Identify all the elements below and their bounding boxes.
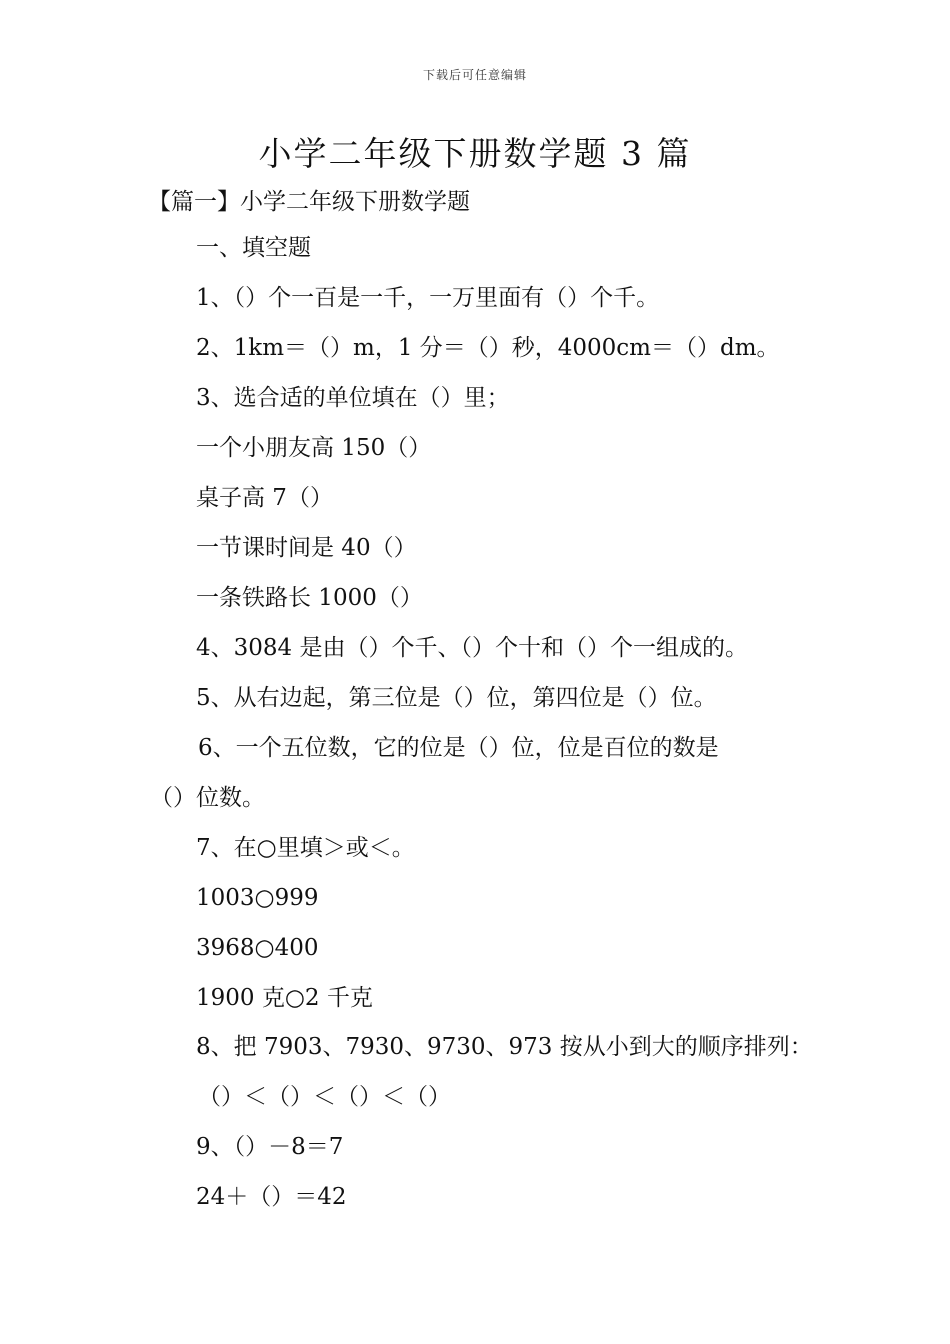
question-7-item-3: 1900 克○2 千克 [196, 985, 373, 1011]
question-9-item-2: 24＋（）＝42 [196, 1184, 347, 1210]
question-8-answer: （）＜（）＜（）＜（） [198, 1084, 451, 1110]
question-8: 8、把 7903、7930、9730、973 按从小到大的顺序排列： [196, 1034, 813, 1060]
question-7-item-2: 3968○400 [196, 935, 319, 961]
question-1: 1、（）个一百是一千，一万里面有（）个千。 [196, 285, 660, 311]
heading-fill-blank: 一、填空题 [196, 235, 311, 261]
question-6: 6、一个五位数，它的位是（）位，位是百位的数是 [198, 735, 719, 761]
question-7: 7、在○里填＞或＜。 [196, 835, 415, 861]
question-6-continued: （）位数。 [150, 785, 265, 811]
question-4: 4、3084 是由（）个千、（）个十和（）个一组成的。 [196, 635, 748, 661]
question-5: 5、从右边起，第三位是（）位，第四位是（）位。 [196, 685, 717, 711]
section-title: 【篇一】小学二年级下册数学题 [148, 189, 470, 215]
question-2: 2、1km＝（）m，1 分＝（）秒，4000cm＝（）dm。 [196, 335, 780, 361]
question-3-item-4: 一条铁路长 1000（） [196, 585, 423, 611]
question-7-item-1: 1003○999 [196, 885, 319, 911]
question-9: 9、（）－8＝7 [196, 1134, 344, 1160]
question-3-item-1: 一个小朋友高 150（） [196, 435, 432, 461]
question-3: 3、选合适的单位填在（）里； [196, 385, 510, 411]
header-note: 下载后可任意编辑 [422, 68, 527, 82]
question-3-item-2: 桌子高 7（） [196, 485, 333, 511]
document-title: 小学二年级下册数学题 3 篇 [258, 134, 692, 173]
question-3-item-3: 一节课时间是 40（） [196, 535, 417, 561]
